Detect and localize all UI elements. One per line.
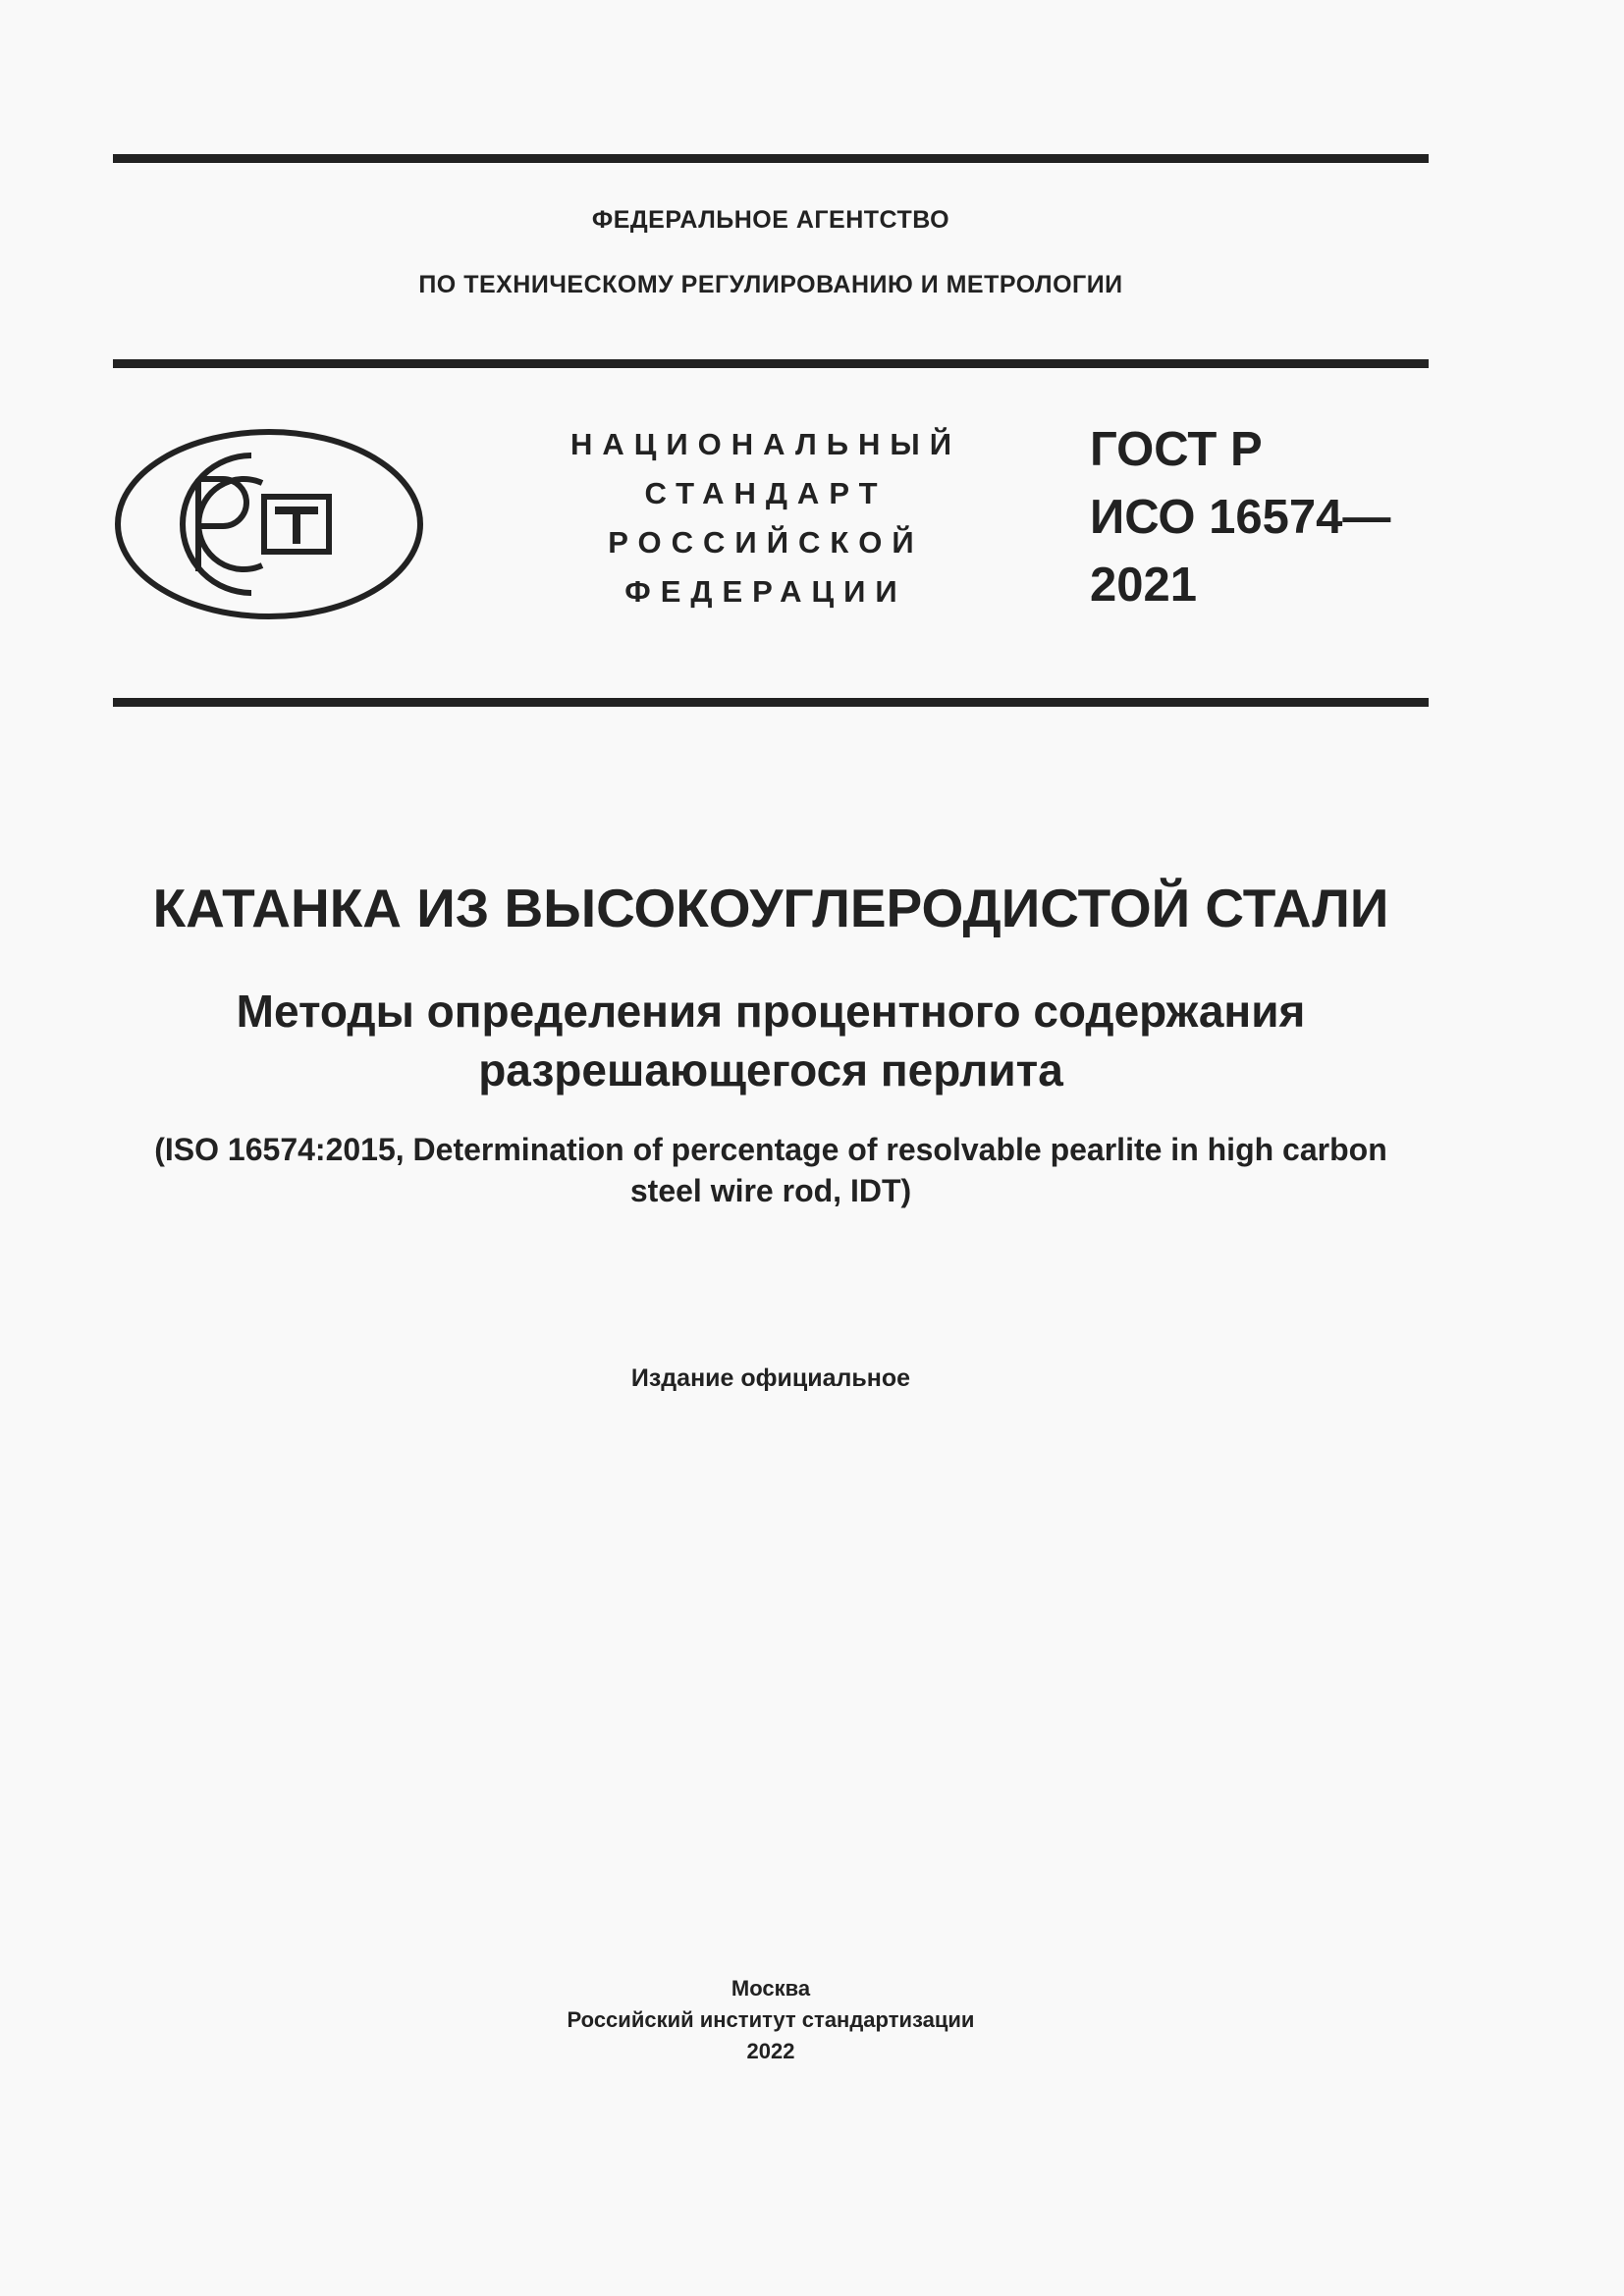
agency-line-1: ФЕДЕРАЛЬНОЕ АГЕНТСТВО	[591, 206, 950, 234]
iso-reference-line-1: (ISO 16574:2015, Determination of percentage of resolvable pearlite in high carbon	[154, 1132, 1387, 1167]
agency-line-2: ПО ТЕХНИЧЕСКОМУ РЕГУЛИРОВАНИЮ И МЕТРОЛОГИИ	[418, 271, 1123, 298]
subtitle-line-2: разрешающегося перлита	[478, 1044, 1063, 1095]
document-title: КАТАНКА ИЗ ВЫСОКОУГЛЕРОДИСТОЙ СТАЛИ	[152, 878, 1389, 938]
national-standard-label	[550, 420, 982, 616]
imprint-city: Москва	[731, 1976, 811, 2001]
header-rule	[113, 359, 1429, 368]
imprint	[113, 1973, 1429, 2067]
iso-reference	[113, 1129, 1429, 1211]
national-standard-line-1: НАЦИОНАЛЬНЫЙ	[569, 427, 962, 461]
standard-designation	[1090, 416, 1390, 619]
national-standard-line-4: ФЕДЕРАЦИИ	[624, 574, 907, 609]
document-subtitle	[113, 982, 1429, 1099]
top-rule	[113, 154, 1429, 163]
imprint-year: 2022	[746, 2039, 795, 2063]
national-standard-line-2: СТАНДАРТ	[644, 476, 888, 510]
designation-line-3: 2021	[1090, 559, 1198, 612]
edition-label: Издание официальное	[630, 1364, 911, 1392]
rst-certification-logo-icon	[115, 428, 423, 620]
iso-reference-line-2: steel wire rod, IDT)	[629, 1173, 912, 1208]
imprint-publisher: Российский институт стандартизации	[567, 2007, 975, 2032]
designation-line-2: ИСО 16574—	[1090, 491, 1391, 544]
designation-line-1: ГОСТ Р	[1090, 423, 1263, 476]
national-standard-line-3: РОССИЙСКОЙ	[608, 525, 924, 560]
section-rule	[113, 698, 1429, 707]
subtitle-line-1: Методы определения процентного содержания	[236, 986, 1306, 1037]
